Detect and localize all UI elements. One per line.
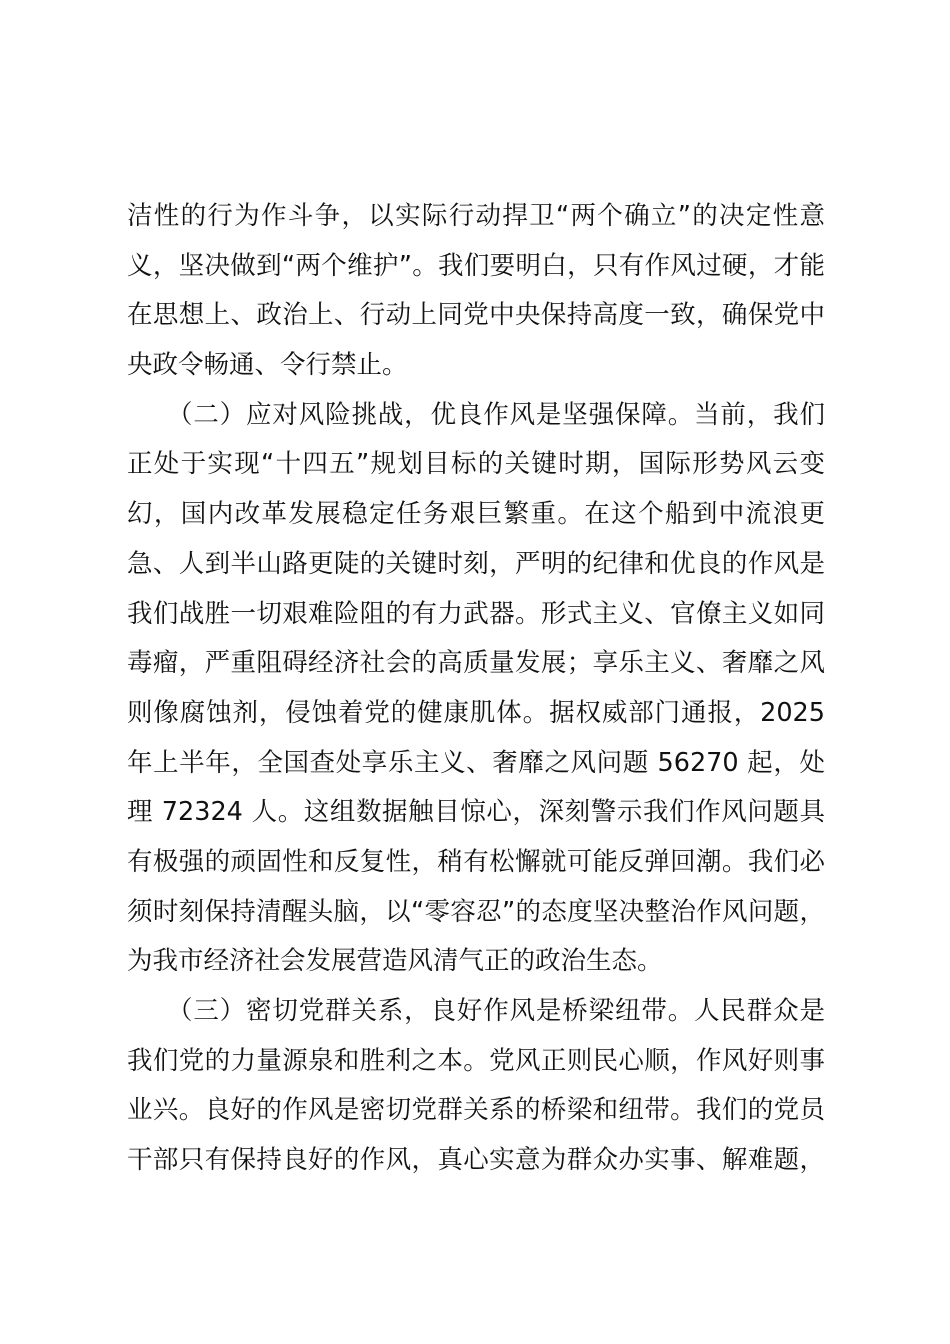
text-line: 义，坚决做到“两个维护”。我们要明白，只有作风过硬，才能 [127, 250, 825, 281]
text-line: 急、人到半山路更陡的关键时刻，严明的纪律和优良的作风是 [127, 548, 825, 579]
text-line: 年上半年，全国查处享乐主义、奢靡之风问题 56270 起，处 [127, 747, 825, 778]
text-line: 则像腐蚀剂，侵蚀着党的健康肌体。据权威部门通报，2025 [127, 697, 825, 728]
section-heading-line: （三）密切党群关系，良好作风是桥梁纽带。人民群众是 [127, 996, 825, 1026]
text-line: 须时刻保持清醒头脑，以“零容忍”的态度坚决整治作风问题， [127, 896, 825, 927]
section-heading-line: （二）应对风险挑战，优良作风是坚强保障。当前，我们 [127, 399, 825, 430]
document-page [127, 192, 825, 1186]
text-line: 央政令畅通、令行禁止。 [127, 350, 408, 381]
text-line: 为我市经济社会发展营造风清气正的政治生态。 [127, 946, 663, 977]
text-line: 我们战胜一切艰难险阻的有力武器。形式主义、官僚主义如同 [127, 598, 825, 629]
text-line: 洁性的行为作斗争，以实际行动捍卫“两个确立”的决定性意 [127, 201, 825, 231]
text-line: 我们党的力量源泉和胜利之本。党风正则民心顺，作风好则事 [127, 1045, 825, 1076]
text-line: 有极强的顽固性和反复性，稍有松懈就可能反弹回潮。我们必 [127, 846, 825, 877]
text-line: 在思想上、政治上、行动上同党中央保持高度一致，确保党中 [127, 300, 825, 331]
text-line: 幻，国内改革发展稳定任务艰巨繁重。在这个船到中流浪更 [127, 499, 825, 530]
paragraph-section-3 [127, 987, 825, 1186]
text-line: 毒瘤，严重阻碍经济社会的高质量发展；享乐主义、奢靡之风 [127, 648, 825, 679]
text-line: 干部只有保持良好的作风，真心实意为群众办实事、解难题， [127, 1145, 825, 1176]
text-line: 理 72324 人。这组数据触目惊心，深刻警示我们作风问题具 [127, 797, 825, 828]
paragraph-continuation [127, 192, 825, 391]
text-line: 正处于实现“十四五”规划目标的关键时期，国际形势风云变 [127, 449, 825, 480]
text-line: 业兴。良好的作风是密切党群关系的桥梁和纽带。我们的党员 [127, 1095, 825, 1126]
paragraph-section-2 [127, 391, 825, 987]
